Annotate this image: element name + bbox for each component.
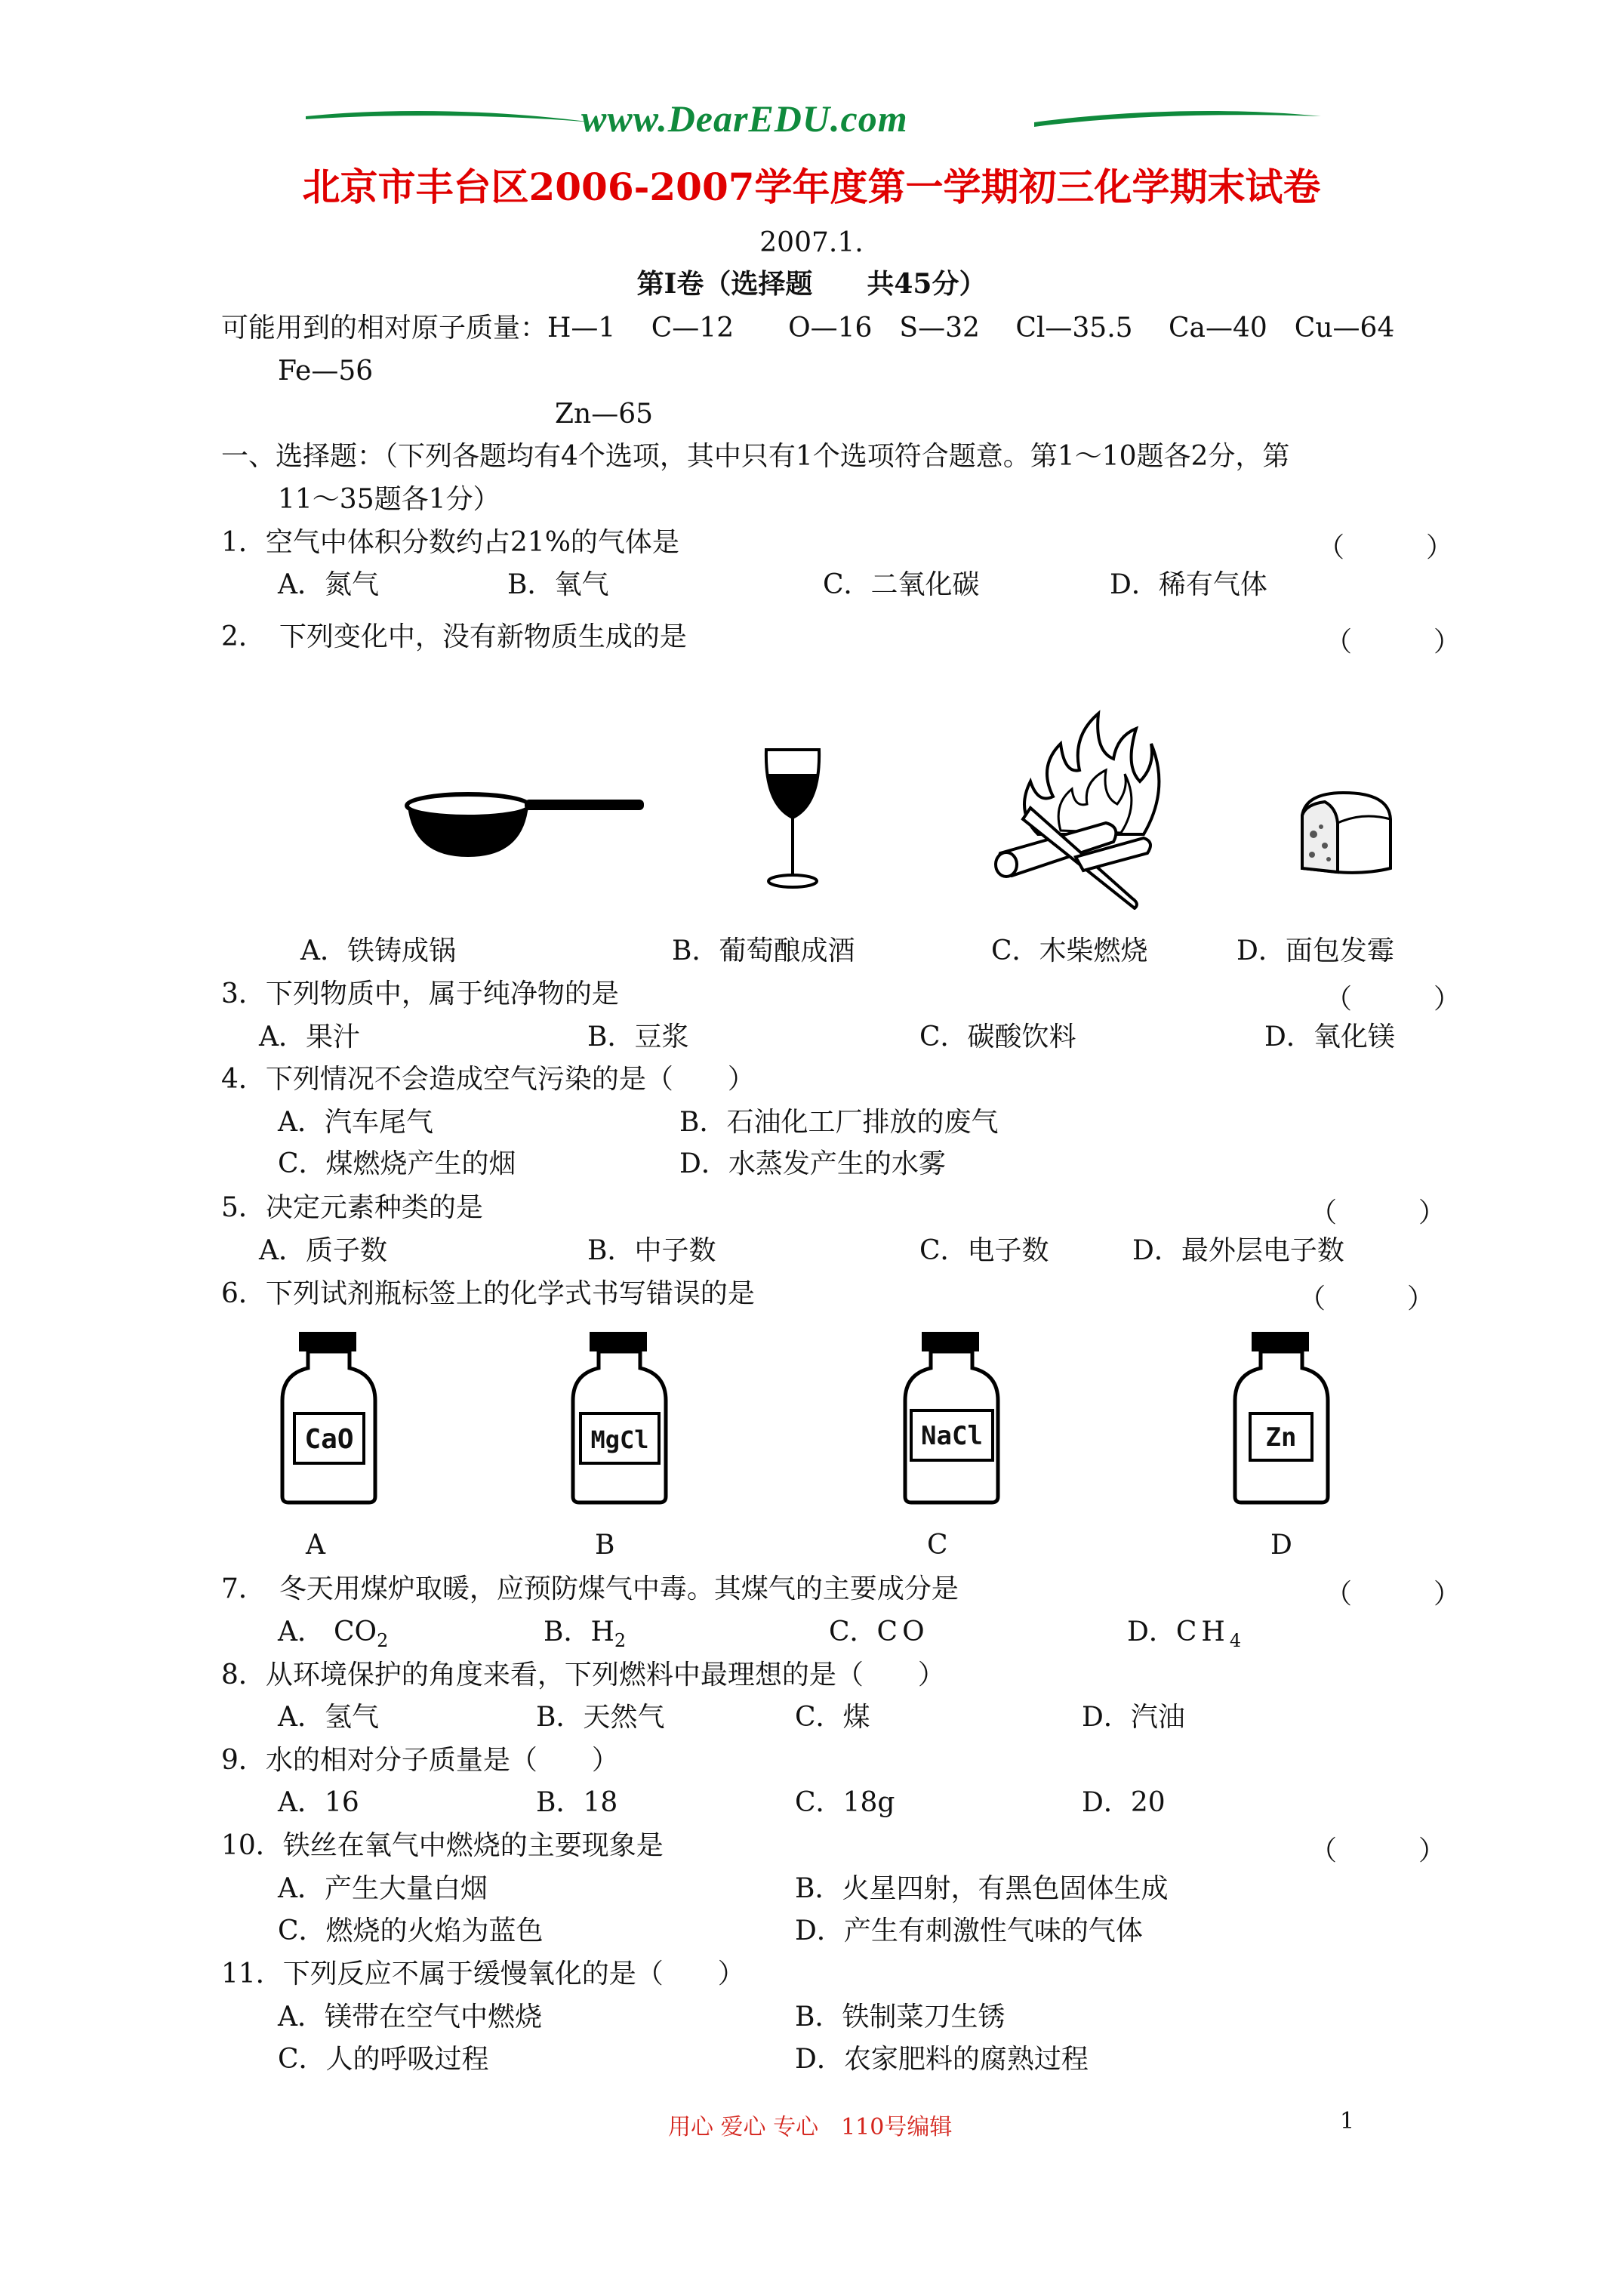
bottle-c-label: NaCl: [921, 1421, 983, 1451]
answer-paren-6[interactable]: （ ）: [1298, 1284, 1435, 1314]
q7-d-prefix: D．: [1127, 1616, 1176, 1647]
q7-c-formula: CO: [876, 1616, 929, 1647]
question-6-stem: 6．下列试剂瓶标签上的化学式书写错误的是: [221, 1278, 755, 1309]
q8-option-c[interactable]: C．煤: [795, 1702, 870, 1733]
answer-paren-1[interactable]: （ ）: [1317, 532, 1454, 563]
question-4-stem: 4．下列情况不会造成空气污染的是（ ）: [221, 1064, 755, 1095]
q8-option-a[interactable]: A．氢气: [278, 1702, 379, 1733]
q3-option-d[interactable]: D．氧化镁: [1264, 1022, 1395, 1052]
q8-option-b[interactable]: B．天然气: [536, 1702, 665, 1733]
q7-b-formula: H: [590, 1616, 614, 1647]
question-2-stem: 2． 下列变化中，没有新物质生成的是: [221, 621, 687, 652]
section-heading: 第Ⅰ卷（选择题 共45分）: [636, 268, 987, 300]
question-1-stem: 1．空气中体积分数约占21%的气体是: [221, 527, 679, 558]
q5-option-c[interactable]: C．电子数: [919, 1235, 1049, 1266]
answer-paren-5[interactable]: （ ）: [1310, 1197, 1446, 1228]
header-wave-left: [306, 104, 593, 134]
q2-option-d[interactable]: D．面包发霉: [1236, 935, 1394, 966]
q10-option-b[interactable]: B．火星四射，有黑色固体生成: [795, 1873, 1169, 1904]
q2-option-b[interactable]: B．葡萄酿成酒: [672, 935, 855, 966]
exam-title: 北京市丰台区2006-2007学年度第一学期初三化学期末试卷: [302, 165, 1321, 209]
q7-b-prefix: B．: [544, 1616, 591, 1647]
q9-option-a[interactable]: A．16: [278, 1787, 359, 1818]
answer-paren-2[interactable]: （ ）: [1325, 627, 1461, 658]
reagent-bottle-d[interactable]: [1230, 1329, 1332, 1506]
answer-paren-3[interactable]: （ ）: [1325, 984, 1461, 1015]
q7-d-subscript: 4: [1229, 1630, 1242, 1651]
page-number: 1: [1340, 2108, 1355, 2134]
bottle-c-outline: [901, 1329, 1002, 1506]
frying-pan-image: [404, 774, 645, 872]
bottle-b-label: MgCl: [590, 1425, 649, 1454]
q10-option-d[interactable]: D．产生有刺激性气味的气体: [795, 1915, 1143, 1946]
wine-glass-image: [759, 744, 827, 895]
q4-option-b[interactable]: B．石油化工厂排放的废气: [679, 1107, 999, 1138]
q7-b-subscript: 2: [614, 1630, 627, 1651]
q7-a-prefix: A．: [278, 1616, 325, 1647]
header-wave-right: [1034, 104, 1321, 134]
q3-option-a[interactable]: A．果汁: [259, 1022, 360, 1052]
q7-a-formula: CO: [334, 1616, 377, 1647]
q7-option-b[interactable]: [544, 1616, 626, 1652]
question-3-stem: 3．下列物质中，属于纯净物的是: [221, 978, 619, 1009]
question-5-stem: 5．决定元素种类的是: [221, 1192, 483, 1223]
q6-option-a[interactable]: A: [306, 1530, 325, 1561]
q3-option-b[interactable]: B．豆浆: [587, 1022, 689, 1052]
q7-option-c[interactable]: [829, 1616, 929, 1652]
bottle-a-label: CaO: [304, 1424, 354, 1455]
q3-option-c[interactable]: C．碳酸饮料: [919, 1022, 1076, 1052]
q7-c-prefix: C．: [829, 1616, 877, 1647]
q5-option-a[interactable]: A．质子数: [259, 1235, 387, 1266]
bottle-d-label: Zn: [1265, 1422, 1297, 1453]
q10-option-a[interactable]: A．产生大量白烟: [278, 1873, 488, 1904]
q2-option-a[interactable]: A．铁铸成锅: [300, 935, 456, 966]
q6-option-d[interactable]: D: [1270, 1530, 1292, 1561]
q7-d-formula: CH: [1175, 1616, 1230, 1647]
q10-option-c[interactable]: C．燃烧的火焰为蓝色: [278, 1915, 544, 1946]
q7-option-a[interactable]: [278, 1616, 388, 1652]
question-7-stem: 7． 冬天用煤炉取暖，应预防煤气中毒。其煤气的主要成分是: [221, 1573, 959, 1604]
q1-option-b[interactable]: B．氧气: [507, 569, 609, 600]
q6-option-c[interactable]: C: [927, 1530, 948, 1561]
q5-option-d[interactable]: D．最外层电子数: [1132, 1235, 1344, 1266]
atomic-masses-line2: Fe—56: [278, 356, 374, 387]
question-11-stem: 11．下列反应不属于缓慢氧化的是（ ）: [221, 1959, 745, 1989]
bottle-b-outline: [568, 1329, 670, 1506]
question-8-stem: 8．从环境保护的角度来看，下列燃料中最理想的是（ ）: [221, 1660, 945, 1690]
q2-option-c[interactable]: C．木柴燃烧: [991, 935, 1148, 966]
q7-option-d[interactable]: [1127, 1616, 1241, 1652]
answer-paren-7[interactable]: （ ）: [1325, 1579, 1461, 1610]
reagent-bottle-c[interactable]: [901, 1329, 1002, 1506]
instructions-line2: 11～35题各1分）: [278, 484, 500, 515]
site-logo: www.DearEDU.com: [581, 97, 908, 140]
q9-option-b[interactable]: B．18: [536, 1787, 618, 1818]
q11-option-b[interactable]: B．铁制菜刀生锈: [795, 2002, 1006, 2032]
reagent-bottle-a[interactable]: [278, 1329, 380, 1506]
q1-option-c[interactable]: C．二氧化碳: [823, 569, 980, 600]
page-footer: 用心 爱心 专心 110号编辑: [668, 2114, 953, 2140]
q11-option-d[interactable]: D．农家肥料的腐熟过程: [795, 2044, 1089, 2075]
bottle-a-outline: [278, 1329, 380, 1506]
burning-wood-image: [985, 698, 1174, 910]
bottle-d-outline: [1230, 1329, 1332, 1506]
q5-option-b[interactable]: B．中子数: [587, 1235, 716, 1266]
q11-option-c[interactable]: C．人的呼吸过程: [278, 2044, 489, 2075]
moldy-bread-image: [1291, 785, 1397, 880]
instructions-line1: 一、选择题：（下列各题均有4个选项，其中只有1个选项符合题意。第1～10题各2分，第: [221, 441, 1290, 472]
q7-a-subscript: 2: [377, 1630, 389, 1651]
answer-paren-10[interactable]: （ ）: [1310, 1835, 1446, 1866]
atomic-masses-line3: Zn—65: [555, 399, 654, 430]
exam-date: 2007.1.: [759, 227, 864, 258]
q4-option-c[interactable]: C．煤燃烧产生的烟: [278, 1148, 516, 1179]
q1-option-d[interactable]: D．稀有气体: [1110, 569, 1267, 600]
question-9-stem: 9．水的相对分子质量是（ ）: [221, 1745, 619, 1776]
q11-option-a[interactable]: A．镁带在空气中燃烧: [278, 2002, 542, 2032]
q4-option-a[interactable]: A．汽车尾气: [278, 1107, 433, 1138]
q6-option-b[interactable]: B: [595, 1530, 615, 1561]
reagent-bottle-b[interactable]: [568, 1329, 670, 1506]
question-10-stem: 10．铁丝在氧气中燃烧的主要现象是: [221, 1830, 664, 1861]
atomic-masses-line1: 可能用到的相对原子质量：H—1 C—12 O—16 S—32 Cl—35.5 Ca—40 Cu—64: [221, 313, 1395, 344]
q9-option-d[interactable]: D．20: [1082, 1787, 1166, 1818]
q1-option-a[interactable]: A．氮气: [278, 569, 379, 600]
q8-option-d[interactable]: D．汽油: [1082, 1702, 1185, 1733]
q4-option-d[interactable]: D．水蒸发产生的水雾: [679, 1148, 946, 1179]
q9-option-c[interactable]: C．18g: [795, 1787, 895, 1818]
